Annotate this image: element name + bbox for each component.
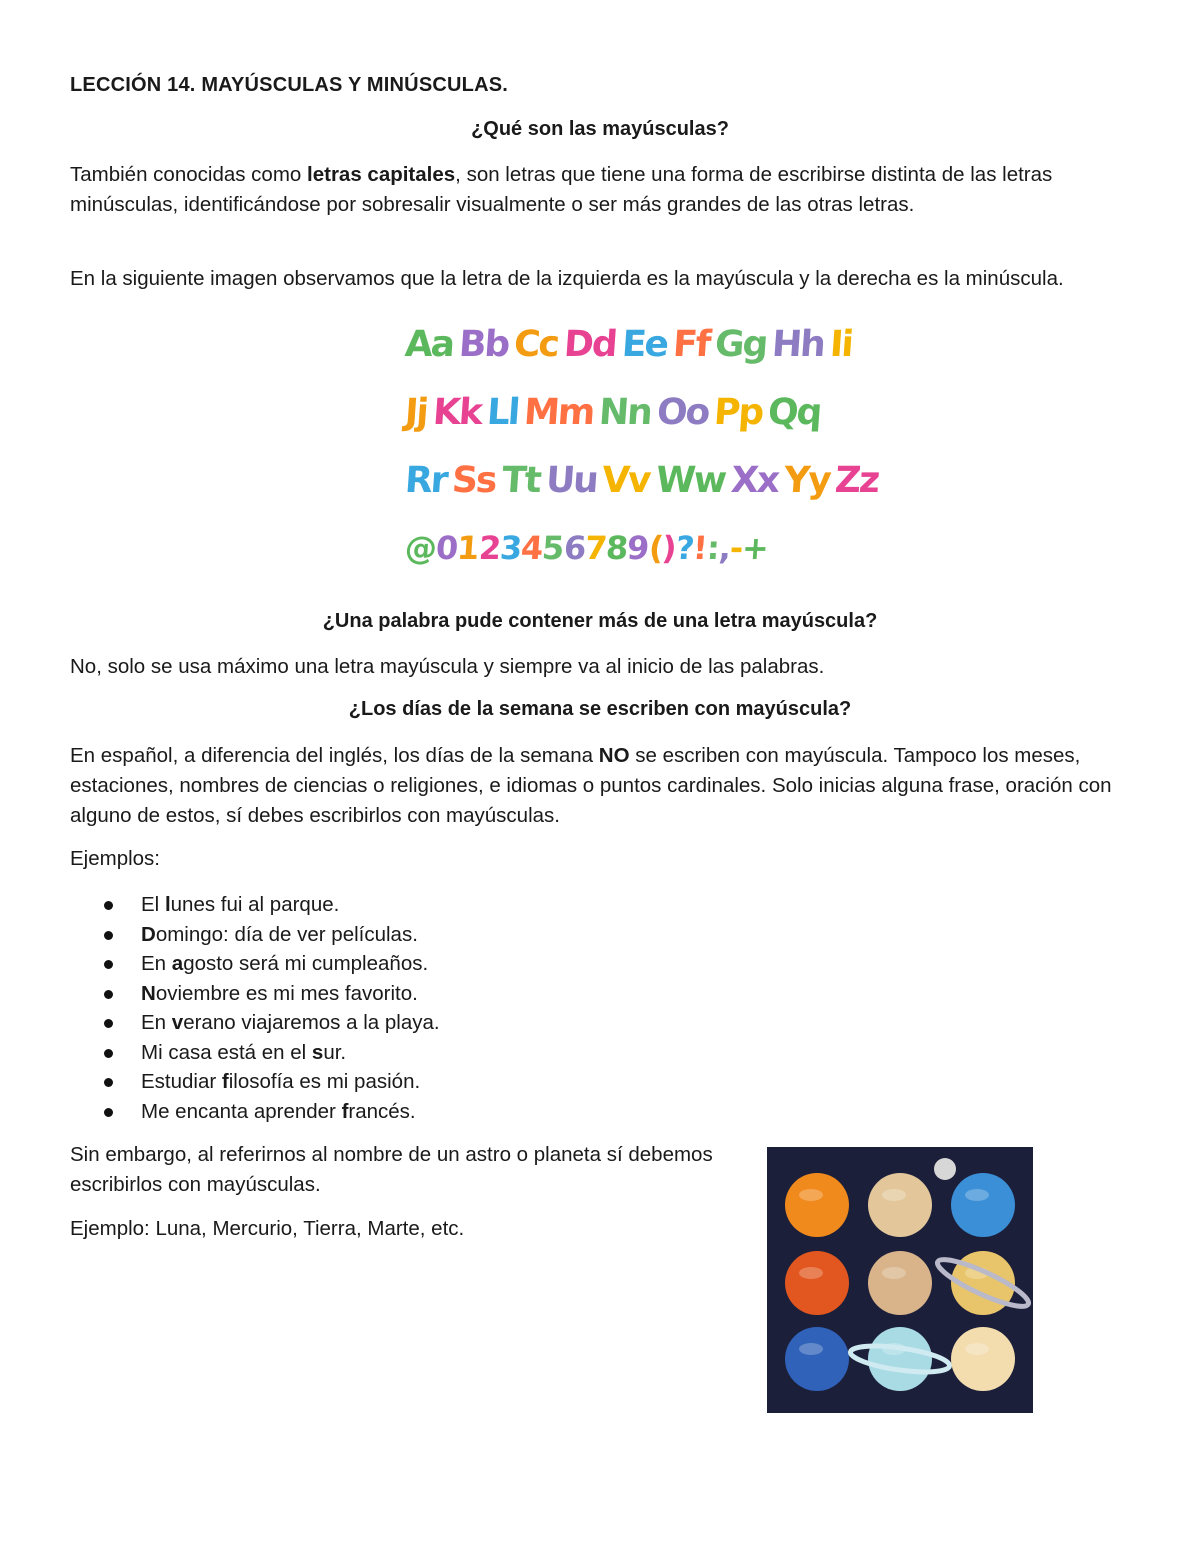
letter-pair: Ii	[828, 323, 854, 365]
examples-list	[70, 890, 440, 1126]
letter-pair: Mm	[522, 391, 595, 433]
planet-icon	[785, 1327, 849, 1391]
bullet-icon	[104, 1049, 113, 1058]
letter-pair: Xx	[729, 459, 780, 501]
symbol-glyph: 6	[562, 529, 587, 567]
symbol-glyph: 9	[626, 529, 650, 567]
planet-icon	[785, 1173, 849, 1237]
letter-pair: Dd	[562, 323, 618, 365]
paragraph-planets-rule: Sin embargo, al referirnos al nombre de un astro o planeta sí debemos escribirlos con mayúsculas.	[70, 1143, 713, 1196]
symbol-glyph: 1	[455, 529, 480, 567]
letter-pair: Tt	[500, 459, 542, 501]
letter-pair: Ee	[620, 323, 669, 365]
letter-pair: Nn	[597, 391, 653, 433]
symbol-glyph: 3	[498, 529, 523, 567]
bullet-icon	[104, 1108, 113, 1117]
symbol-glyph: ?	[674, 529, 695, 567]
letter-pair: Gg	[713, 323, 768, 365]
paragraph-capital-definition: También conocidas como letras capitales, son letras que tiene una forma de escribirse distinta de las letras minúsculas, identificándose por sobresalir visualmente o ser más grandes de las otras letras.	[70, 163, 1053, 216]
letter-pair: Aa	[403, 323, 455, 365]
planet-icon	[785, 1251, 849, 1315]
planet-icon	[951, 1327, 1015, 1391]
symbol-glyph: 2	[477, 529, 502, 567]
alphabet-row-2	[403, 378, 823, 446]
moon-icon	[934, 1158, 956, 1180]
bullet-icon	[104, 990, 113, 999]
list-item: Estudiar filosofía es mi pasión.	[70, 1067, 440, 1097]
paragraph-weekdays-rule: En español, a diferencia del inglés, los días de la semana NO se escriben con mayúscula. Tampoco los meses, estaciones, nombres de ciencias o religiones, e idiomas o puntos cardinales. Solo inicias alguna frase, oración con alguno de estos, sí debes escribirlos con mayúsculas.	[70, 744, 1112, 827]
symbol-glyph: 4	[519, 529, 544, 567]
symbol-glyph: @	[403, 529, 438, 567]
paragraph-planets-example: Ejemplo: Luna, Mercurio, Tierra, Marte, etc.	[70, 1217, 465, 1240]
examples-label: Ejemplos:	[70, 847, 161, 870]
section-heading-what-are-capitals: ¿Qué son las mayúsculas?	[471, 118, 729, 140]
bullet-icon	[104, 931, 113, 940]
list-item: En verano viajaremos a la playa.	[70, 1008, 440, 1038]
letter-pair: Rr	[403, 459, 448, 501]
letter-pair: Ll	[485, 391, 520, 433]
symbol-glyph: (	[647, 529, 664, 567]
letter-pair: Ss	[451, 459, 498, 501]
symbol-glyph: !	[692, 529, 709, 567]
page-title: LECCIÓN 14. MAYÚSCULAS Y MINÚSCULAS.	[70, 74, 509, 96]
paragraph-image-intro: En la siguiente imagen observamos que la letra de la izquierda es la mayúscula y la derecha es la minúscula.	[70, 267, 1064, 290]
letter-pair: Yy	[782, 459, 831, 501]
symbol-glyph: 8	[604, 529, 629, 567]
letter-pair: Jj	[403, 391, 429, 433]
letter-pair: Hh	[770, 323, 826, 365]
list-item: En agosto será mi cumpleaños.	[70, 949, 440, 979]
list-item: Me encanta aprender francés.	[70, 1097, 440, 1127]
letter-pair: Ww	[654, 459, 727, 501]
letter-pair: Uu	[544, 459, 598, 501]
symbol-glyph: 0	[434, 529, 459, 567]
planets-illustration	[767, 1147, 1033, 1413]
symbol-glyph: 5	[540, 529, 565, 567]
list-item: Noviembre es mi mes favorito.	[70, 979, 440, 1009]
bullet-icon	[104, 960, 113, 969]
letter-pair: Ff	[671, 323, 711, 365]
letter-pair: Pp	[712, 391, 764, 433]
symbol-glyph: -	[728, 529, 744, 567]
letter-pair: Kk	[431, 391, 483, 433]
symbol-glyph: ,	[717, 529, 732, 567]
bullet-icon	[104, 901, 113, 910]
list-item: El lunes fui al parque.	[70, 890, 440, 920]
symbol-glyph: 7	[583, 529, 608, 567]
list-item: Mi casa está en el sur.	[70, 1038, 440, 1068]
bullet-icon	[104, 1078, 113, 1087]
paragraph-one-capital-rule: No, solo se usa máximo una letra mayúscula y siempre va al inicio de las palabras.	[70, 655, 825, 678]
alphabet-illustration	[403, 310, 880, 582]
planet-icon	[951, 1173, 1015, 1237]
symbol-glyph: :	[705, 529, 721, 567]
section-heading-multiple-capitals: ¿Una palabra pude contener más de una letra mayúscula?	[322, 610, 878, 632]
list-item: Domingo: día de ver películas.	[70, 920, 440, 950]
letter-pair: Bb	[457, 323, 510, 365]
letter-pair: Zz	[833, 459, 880, 501]
symbol-glyph: )	[660, 529, 678, 567]
planet-icon	[868, 1251, 932, 1315]
planet-icon	[868, 1173, 932, 1237]
alphabet-row-1	[403, 310, 854, 378]
letter-pair: Cc	[512, 323, 560, 365]
alphabet-row-3	[403, 446, 880, 514]
bullet-icon	[104, 1019, 113, 1028]
letter-pair: Vv	[601, 459, 652, 501]
section-heading-weekdays: ¿Los días de la semana se escriben con mayúscula?	[348, 698, 852, 720]
alphabet-symbols-row	[405, 514, 805, 582]
symbol-glyph: +	[740, 529, 770, 567]
letter-pair: Qq	[767, 391, 823, 433]
letter-pair: Oo	[655, 391, 710, 433]
